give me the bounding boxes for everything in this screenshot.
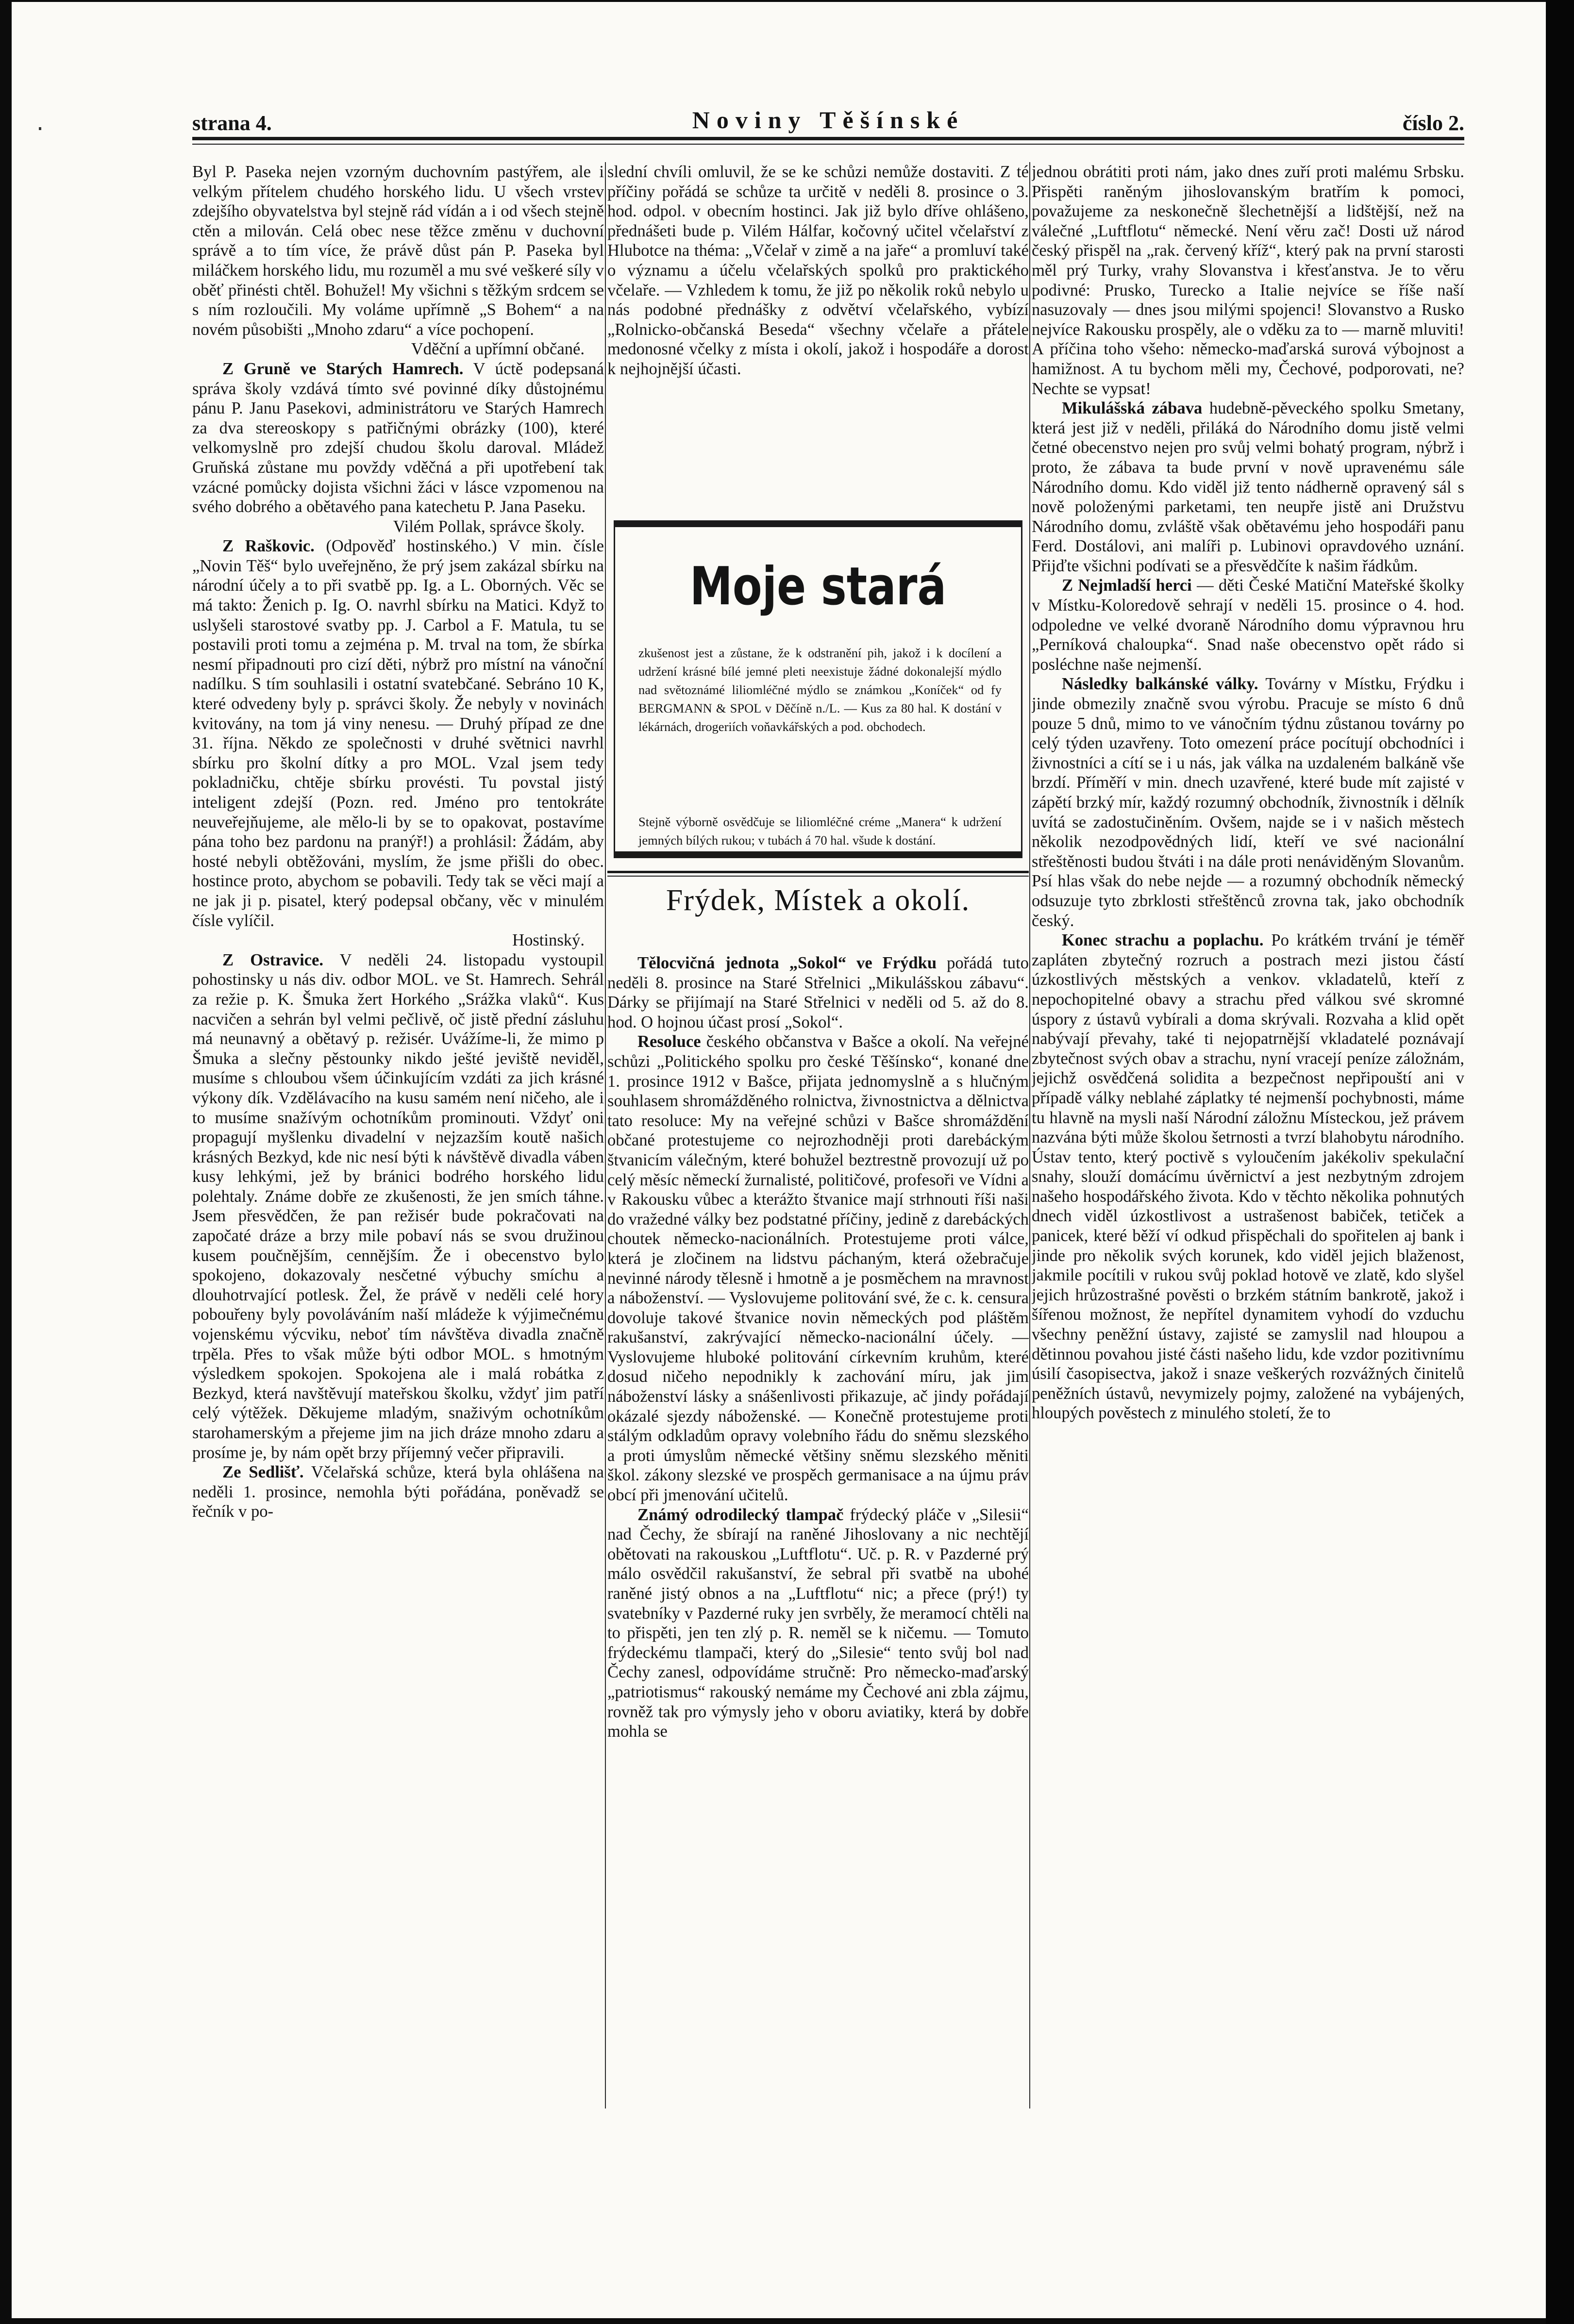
news-item [1032,576,1464,674]
page-header [192,97,1464,135]
news-item [192,1462,604,1522]
section-title: Frýdek, Místek a okolí. [666,884,971,917]
section-rule-thick [607,871,1029,873]
article-signature: Vilém Pollak, správce školy. [393,517,585,536]
news-item [607,1505,1029,1742]
news-item [1032,930,1464,1423]
margin-mark [39,127,41,130]
news-headline: Následky balkánské války. [1062,675,1258,694]
newspaper-page [12,2,1547,2318]
news-body: frýdecký pláče v „Silesii“ nad Čechy, že sbírají na raněné Jihoslovany a nic nechtějí obětovati na rakouskou „Luftflotu“. Uč. p. R. v Pazderné prý málo osvědčil rakušanství, že sebral při svatbě na ubohé raněné jistý obnos a na „Luftflotu“ nic; a přece (prý!) ty svatebníky v Pazderné ruky jen svrběly, že meramocí chtěli na to přispěti, jen ten zlý p. R. neměl se k ničemu. — Tomuto frýdeckému tlampači, který do „Silesie“ tento svůj bol nad Čechy zanesl, odpovídáme stručně: Pro německo-maďarský „patriotismus“ rakouský nemáme my Čechové ani zbla zájmu, rovněž tak pro výmysly jeho v oboru aviatiky, která by dobře mohla se [607,1505,1029,1741]
scan-edge [1546,0,1574,2324]
news-headline: Ze Sedlišť. [222,1463,304,1482]
news-headline: Tělocvičná jednota „Sokol“ ve Frýdku [637,954,937,972]
column-2-bottom [607,953,1029,2104]
news-body: Továrny v Místku, Frýdku i jinde obmezily značně svou výrobu. Pracuje se místo 6 dnů pouze 5 dnů, mimo to ve vánočním týdnu zůstanou továrny po celý týden uzavřeny. Toto omezení práce pocítují obchodníci i živnostníci a cítí se i u nás, jak válka na uzdaleném balkáně vše brzdí. Příměří v min. dnech uzavřené, které bude mít zajisté v zápětí brzký mír, každý rozumný obchodník, živnostník i dělník uvítá se zadostučiněním. Ovšem, najde se i v našich městech několik nezodpovědných lidí, kteří ve své nacionální střeštěnosti budou štváti i na dále proti nenáviděným Slovanům. Psí hlas však do nebe nejde — a rozumný obchodník německý odsuzuje tyto zbrklosti střeštěnců zrovna tak, jako obchodník český. [1032,675,1464,930]
news-headline: Resoluce [637,1032,701,1051]
news-headline: Mikulášská zábava [1062,399,1203,418]
news-headline: Z Gruně ve Starých Hamrech. [222,359,464,378]
news-headline: Známý odrodilecký tlampač [637,1505,844,1524]
header-rule-thick [192,137,1464,140]
news-body: hudebně-pěveckého spolku Smetany, která jest již v neděli, přiláká do Národního domu jistě velmi četné obecenstvo nejen pro svůj velmi bohatý program, nýbrž i proto, že zábava ta bude první v nově upravenému sále Národního domu. Kdo viděl již tento nádherně opravený sál s nově položenými parketami, ten neupře jistě ani Družstvu Národního domu, zvláště však obětavému jeho hospodáři panu Ferd. Dostálovi, ani malíři p. Lubinovi opravdového uznání. Přijďte všichni podívati se a přesvědčíte k našim řádkům. [1032,399,1464,575]
news-item [607,953,1029,1032]
column-divider-2 [1029,162,1030,2108]
issue-number: číslo 2. [1402,111,1464,135]
newspaper-title: Noviny Těšínské [692,106,965,133]
article-paragraph: slední chvíli omluvil, že se ke schůzi nemůže dostaviti. Z té příčiny pořádá se schůze ta určitě v neděli 8. prosince o 3. hod. odpol. v obecním hostinci. Jak již bylo dříve ohlášeno, přednášeti bude p. Vilém Hálfar, kočovný učitel včelařství z Hlubotce na théma: „Včelař v zimě a na jaře“ a promluví také o významu a účelu včelařských spolků pro praktického včelaře. — Vzhledem k tomu, že již po několik roků nebylo u nás podobné přednášky z odvětví včelařského, vybízí „Rolnicko-občanská Beseda“ všechny včelaře a přátele medonosné včelky z místa i okolí, jakož i hospodáře a dorost k nejhojnější účasti. [607,163,1029,378]
header-rule-thin [192,144,1464,145]
news-body: V úctě podepsaná správa školy vzdává tímto své povinné díky důstojnému pánu P. Janu Pasekovi, administrátoru ve Starých Hamrech za dva stereoskopy s patřičnými obrázky (100), které velkomyslně pro zdejší chudou školu daroval. Mládež Gruňská zůstane mu povždy vděčná a při upotřebení tak vzácné pomůcky dojista všichni žáci v lásce vzpomenou na svého dobrého a obětavého pana katechetu P. Jana Paseku. [192,359,604,516]
news-item [192,359,604,517]
news-item [192,536,604,930]
section-rule-thin [607,876,1029,877]
news-headline: Z Ostravice. [222,950,324,969]
news-headline: Z Nejmladší herci [1062,576,1192,595]
news-body: českého občanstva v Bašce a okolí. Na veřejné schůzi „Politického spolku pro české Těšínsko“, konané dne 1. prosince 1912 v Bašce, přijata jednomyslně a s hlučným souhlasem shromážděného rolnictva, živnostnictva a dělnictva tato resoluce: My na veřejné schůzi v Bašce shromáždění občané protestujeme co nejrozhodněji proti darebáckým štvanicím válečným, které bohužel beztrestně provozují už po celý měsíc německí žurnalisté, političové, profesoři ve Vídni a v Rakousku vůbec a kterážto štvanice mají strhnouti říši naši do vražedné války bez podstatné příčiny, jedině z darebáckých choutek německo-nacionálních. Protestujeme proti válce, která je zločinem na lidstvu páchaným, která ožebračuje nevinné národy tělesně i hmotně a je posměchem na mravnost a náboženství. — Vyslovujeme politování své, že c. k. censura dovoluje takové štvanice novin německých pod pláštěm rakušanství, zakrývající německo-nacionální účely. — Vyslovujeme hluboké politování církevním kruhům, které dosud ničeho nepodnikly k zachování míru, jak jim náboženství lásky a snášenlivosti přikazuje, ač jindy pořádají okázalé sjezdy náboženské. — Konečně protestujeme proti stálým odkladům opravy volebního řádu do sněmu slezského a proti úmyslům německé většiny sněmu slezského měniti škol. zákony slezské ve prospěch germanisace a na újmu práv obcí při jmenování učitelů. [607,1032,1029,1505]
news-item [1032,674,1464,930]
news-item [607,1032,1029,1505]
news-body: Včelařská schůze, která byla ohlášena na neděli 1. prosince, nemohla býti pořádána, poněvadž se řečník v po- [192,1463,604,1521]
column-2-top [607,162,1029,541]
article-paragraph: Byl P. Paseka nejen vzorným duchovním pastýřem, ale i velkým přítelem chudého horského lidu. U všech vrstev zdejšího obyvatelstva byl stejně rád vídán a i od všech stejně ctěn a milován. Celá obec nese těžce změnu v duchovní správě a to tím více, že právě důst pán P. Paseka byl miláčkem horského lidu, mu rozuměl a mu své veškeré síly v oběť přinésti chtěl. Bohužel! My všichni s těžkým srdcem se s ním rozloučili. My voláme upřímně „S Bohem“ a na novém působišti „Mnoho zdaru“ a více pochopení. [192,163,604,339]
column-divider-1 [605,162,606,2108]
column-1 [192,162,604,2104]
news-headline: Z Raškovic. [222,537,315,556]
advertisement-text: zkušenost jest a zůstane, že k odstranění pih, jakož i k docílení a udržení krásné bílé jemné pleti neexistuje žádné dokonalejší mýdlo nad světoznámé liliomléčné mýdlo se známkou „Koníček“ od fy BERGMANN & SPOL v Děčíně n./L. — Kus za 80 hal. K dostání v lékárnách, drogeriích voňavkářských a pod. obchodech. [638,646,1002,734]
article-signature: Vděční a upřímní občané. [411,340,585,359]
news-body: (Odpověď hostinského.) V min. čísle „Novin Těš“ bylo uveřejněno, že prý jsem zakázal sbírku na národní účely a to při svatbě pp. Ig. a L. Oborných. Věc se má takto: Ženich p. Ig. O. navrhl sbírku na Matici. Když to uslyšeli starostové svatby pp. J. Carbol a F. Matula, tu se postavili proti tomu a zejména p. M. trval na tom, že sbírka nesmí připadnouti pro cizí děti, nýbrž pro místní na vánoční nadílku. S tím souhlasili i ostatní svatebčané. Sebráno 10 K, které odvedeny byly p. správci školy. Že nebyly v novinách kvitovány, na tom já viny nenesu. — Druhý případ ze dne 31. října. Někdo ze společnosti v druhé světnici navrhl sbírku pro školní dítky a pro MOL. Vzal jsem tedy pokladničku, chtěje sbírku provésti. Tu povstal jistý inteligent zdejší (Pozn. red. Jméno pro tentokráte neuveřejňujeme, ale mělo-li by se to opakovat, postavíme pána toho bez pardonu na pranýř!) a prohlásil: Žádám, aby hosté nebyli obtěžováni, myslím, že jsme přišli do obec. hostince proto, abychom se pobavili. Tedy tak se věci mají a ne jak ji p. pisatel, který podepsal občany, věc v minulém čísle vylíčil. [192,537,604,930]
article-signature: Hostinský. [512,931,585,950]
news-item [192,950,604,1462]
article-paragraph: jednou obrátiti proti nám, jako dnes zuří proti malému Srbsku. Přispěti raněným jihoslovanským bratřím k pomoci, považujeme za neskonečně šlechetnější a lidštější, než na válečné „Luftflotu“ německé. Není věru zač! Dosti už národ český přispěl na „rak. červený kříž“, který pak na první starosti měl prý Turky, vrahy Slovanstva i křesťanstva. Je to věru podivné: Prusko, Turecko a Italie nejvíce se říše naší nasuzovaly — dnes jsou milými spojenci! Slovanstvo a Rusko nejvíce Rakousku prospěly, ale o vděku za to — marně mluviti! A příčina toho všeho: německo-maďarská surová výbojnost a hamižnost. A tu bychom měli my, Čechové, podporovati, ne? Nechte se vypsat! [1032,163,1464,398]
news-body: V neděli 24. listopadu vystoupil pohostinsky u nás div. odbor MOL. ve St. Hamrech. Sehrál za režie p. K. Šmuka žert Horkého „Srážka vlaků“. Kus nacvičen a sehrán byl velmi pečlivě, oč jistě přední zásluhu má neunavný a obětavý p. režisér. Uvážíme-li, že mimo p Šmuka a slečny pěstounky nikdo ješté jeviště neviděl, musíme s chloubou všem účinkujícím vzdáti za jich krásné výkony dík. Vzdělávacího na kusu samém není ničeho, ale i to musíme snažívým ochotníkům prominouti. Vždyť oni propagují myšlenku divadelní v nejzazším koutě našich krásných Bezkyd, kde nic nesí býti k návštěvě divadla váben kusy lehkými, jež by bránici bodrého horského lidu polehtaly. Známe dobře ze zkušenosti, že jen smích táhne. Jsem přesvědčen, že pan režisér bude pokračovati na započaté dráze a brzy mile pobaví nás se svou družinou kusem poučnějším, cennějším. Že i obecenstvo bylo spokojeno, dokazovaly nesčetné výbuchy smíchu a dlouhotrvající potlesk. Žel, že právě v neděli celé hory pobouřeny byly povoláváním naší mládeže k výjimečnému vojenskému výcviku, neboť tím návštěva divadla značně trpěla. Přes to však může býti odbor MOL. s hmotným výsledkem spokojen. Spokojena ale i malá robátka z Bezkyd, která navštěvují mateřskou školku, vždyť jim patří celý výtěžek. Děkujeme mladým, snaživým ochotníkům starohamerským a přejeme jim na jich dráze mnoho zdaru a prosíme je, by nám opět brzy příjemný večer připravili. [192,950,604,1462]
news-headline: Konec strachu a poplachu. [1062,931,1264,950]
advertisement-text-secondary: Stejně výborně osvědčuje se liliomléčné créme „Manera“ k udržení jemných bílých rukou; v tubách á 70 hal. všude k dostání. [638,814,1002,847]
news-body: — děti České Matiční Mateřské školky v Místku-Koloredově sehrají v neděli 15. prosince o 4. hod. odpoledne ve velké dvoraně Národního domu výpravnou hru „Perníková chaloupka“. Snad naše obecenstvo opět rádo si posléchne naše nejmenší. [1032,576,1464,674]
advertisement-title: Moje stará [689,556,947,617]
column-3 [1032,162,1464,2104]
advertisement-box [614,520,1022,858]
news-item [1032,398,1464,576]
page-number: strana 4. [192,111,272,135]
news-body: Po krátkém trvání je téměř zapláten zbytečný rozruch a postrach mezi jistou částí úzkostlivých městských a venkov. vkladatelů, kteří z nepochopitelné obavy a strachu před válkou své skromné úspory z ústavů vybírali a doma skrývali. Rozvaha a klid opět nabývají převahy, také ti nejopatrnější vkladatelé poznávají zbytečnost svých obav a strachu, nyní vracejí peníze záložnám, jejichž osvědčená solidita a bezpečnost nepřipouští ani v případě války neblahé záplatky té nejmenší pochybnosti, máme tu hlavně na mysli naší Národní záložnu Místeckou, jež právem nazvána býti může školou šetrnosti a tvrzí blahobytu národního. Ústav tento, který poctivě s vyloučením jakékoliv spekulační snahy, slouží domácímu úvěrnictví a jest nezbytným zdrojem našeho hospodářského života. Kdo v těchto několika pohnutých dnech viděl úzkostlivost a ustrašenost babiček, tetiček a panicek, které běží ví odkud přispěchali do spořitelen aj bank i jinde pro několik svých korunek, kdo viděl jejich blaženost, jakmile pocítili v rukou svůj poklad hotově ve zlatě, kdo slyšel jejich hrůzostrašné pověsti o brzkém státním bankrotě, jakož i šířenou možnost, že nepřítel dynamitem vyhodí do vzduchu všechny peněžní ústavy, zajisté se zamyslil nad hloupou a dětinnou povahou jisté části našeho lidu, kde vzdor pozitivnímu úsilí časopisectva, jakož i snaze veškerých rozvážných činitelů peněžních ústavů, nevymizely pojmy, založené na vybájených, hloupých pověstech z minulého století, že to [1032,931,1464,1423]
news-body: pořádá tuto neděli 8. prosince na Staré Střelnici „Mikulášskou zábavu“. Dárky se přijímají na Staré Střelnici v neděli od 5. až do 8. hod. O hojnou účast prosí „Sokol“. [607,954,1029,1031]
